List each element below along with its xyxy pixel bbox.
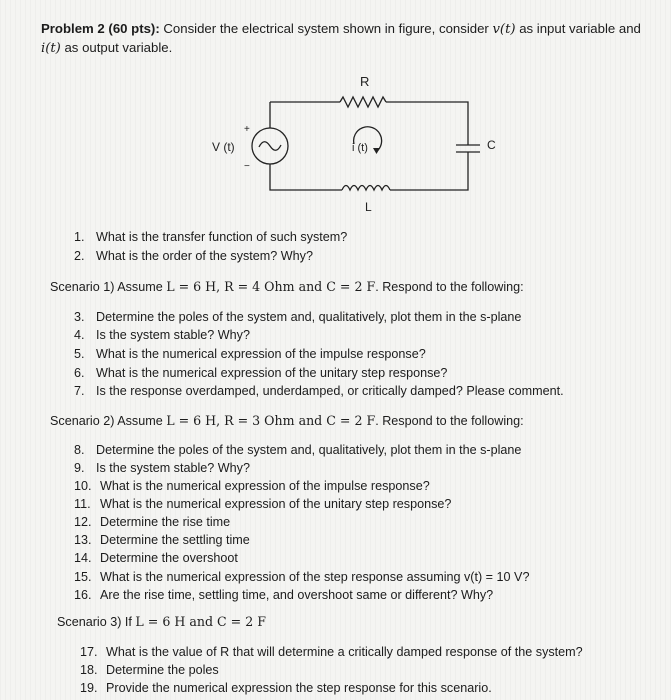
input-variable: v(t) bbox=[492, 22, 516, 37]
minus-label: − bbox=[244, 161, 250, 172]
question-12: 12. Determine the rise time bbox=[74, 515, 231, 529]
question-2: 2. What is the order of the system? Why? bbox=[74, 249, 313, 263]
rlc-circuit-diagram bbox=[200, 70, 520, 220]
question-13: 13. Determine the settling time bbox=[74, 533, 250, 547]
inductor-coil bbox=[342, 186, 390, 191]
voltage-label: V (t) bbox=[212, 140, 235, 154]
question-19: 19. Provide the numerical expression the step response for this scenario. bbox=[80, 681, 492, 695]
question-3: 3. Determine the poles of the system and, qualitatively, plot them in the s-plane bbox=[74, 310, 522, 324]
question-14: 14. Determine the overshoot bbox=[74, 551, 238, 565]
resistor bbox=[340, 97, 386, 107]
inductor-label: L bbox=[365, 200, 372, 214]
scenario-1-heading: Scenario 1) Assume L = 6 H, R = 4 Ohm and C = 2 F. Respond to the following: bbox=[50, 279, 524, 294]
resistor-label: R bbox=[360, 74, 370, 89]
scenario-3-heading: Scenario 3) If L = 6 H and C = 2 F bbox=[57, 614, 266, 629]
scenario-1-params: L = 6 H, R = 4 Ohm and C = 2 F bbox=[166, 279, 376, 294]
ac-symbol bbox=[259, 142, 281, 151]
question-9: 9. Is the system stable? Why? bbox=[74, 461, 250, 475]
problem-label: Problem 2 (60 pts): bbox=[41, 21, 160, 36]
problem-statement bbox=[41, 20, 651, 58]
current-label: i (t) bbox=[352, 142, 368, 154]
statement-text-2: as input variable and bbox=[515, 21, 641, 36]
question-11: 11. What is the numerical expression of the unitary step response? bbox=[74, 497, 452, 511]
scenario-2-params: L = 6 H, R = 3 Ohm and C = 2 F bbox=[166, 413, 376, 428]
question-10: 10. What is the numerical expression of the impulse response? bbox=[74, 479, 430, 493]
bottom-wire-left bbox=[270, 164, 342, 190]
right-wire-lower bbox=[390, 152, 468, 190]
question-7: 7. Is the response overdamped, underdamped, or critically damped? Please comment. bbox=[74, 384, 564, 398]
question-16: 16. Are the rise time, settling time, and overshoot same or different? Why? bbox=[74, 588, 494, 602]
top-wire-right bbox=[386, 102, 468, 145]
question-17: 17. What is the value of R that will determine a critically damped response of the system? bbox=[80, 645, 583, 659]
current-arrow-icon bbox=[373, 148, 380, 154]
output-variable: i(t) bbox=[41, 41, 61, 56]
question-6: 6. What is the numerical expression of the unitary step response? bbox=[74, 366, 448, 380]
question-8: 8. Determine the poles of the system and, qualitatively, plot them in the s-plane bbox=[74, 443, 522, 457]
question-5: 5. What is the numerical expression of the impulse response? bbox=[74, 347, 426, 361]
statement-text-3: as output variable. bbox=[60, 40, 173, 55]
question-15: 15. What is the numerical expression of the step response assuming v(t) = 10 V? bbox=[74, 570, 530, 584]
question-18: 18. Determine the poles bbox=[80, 663, 219, 677]
question-1: 1. What is the transfer function of such system? bbox=[74, 230, 348, 244]
plus-label: + bbox=[244, 124, 250, 135]
scenario-2-heading: Scenario 2) Assume L = 6 H, R = 3 Ohm and C = 2 F. Respond to the following: bbox=[50, 413, 524, 428]
scenario-3-params: L = 6 H and C = 2 F bbox=[135, 614, 266, 629]
question-4: 4. Is the system stable? Why? bbox=[74, 328, 250, 342]
statement-text-1: Consider the electrical system shown in figure, consider bbox=[159, 21, 493, 36]
capacitor-label: C bbox=[487, 138, 496, 152]
